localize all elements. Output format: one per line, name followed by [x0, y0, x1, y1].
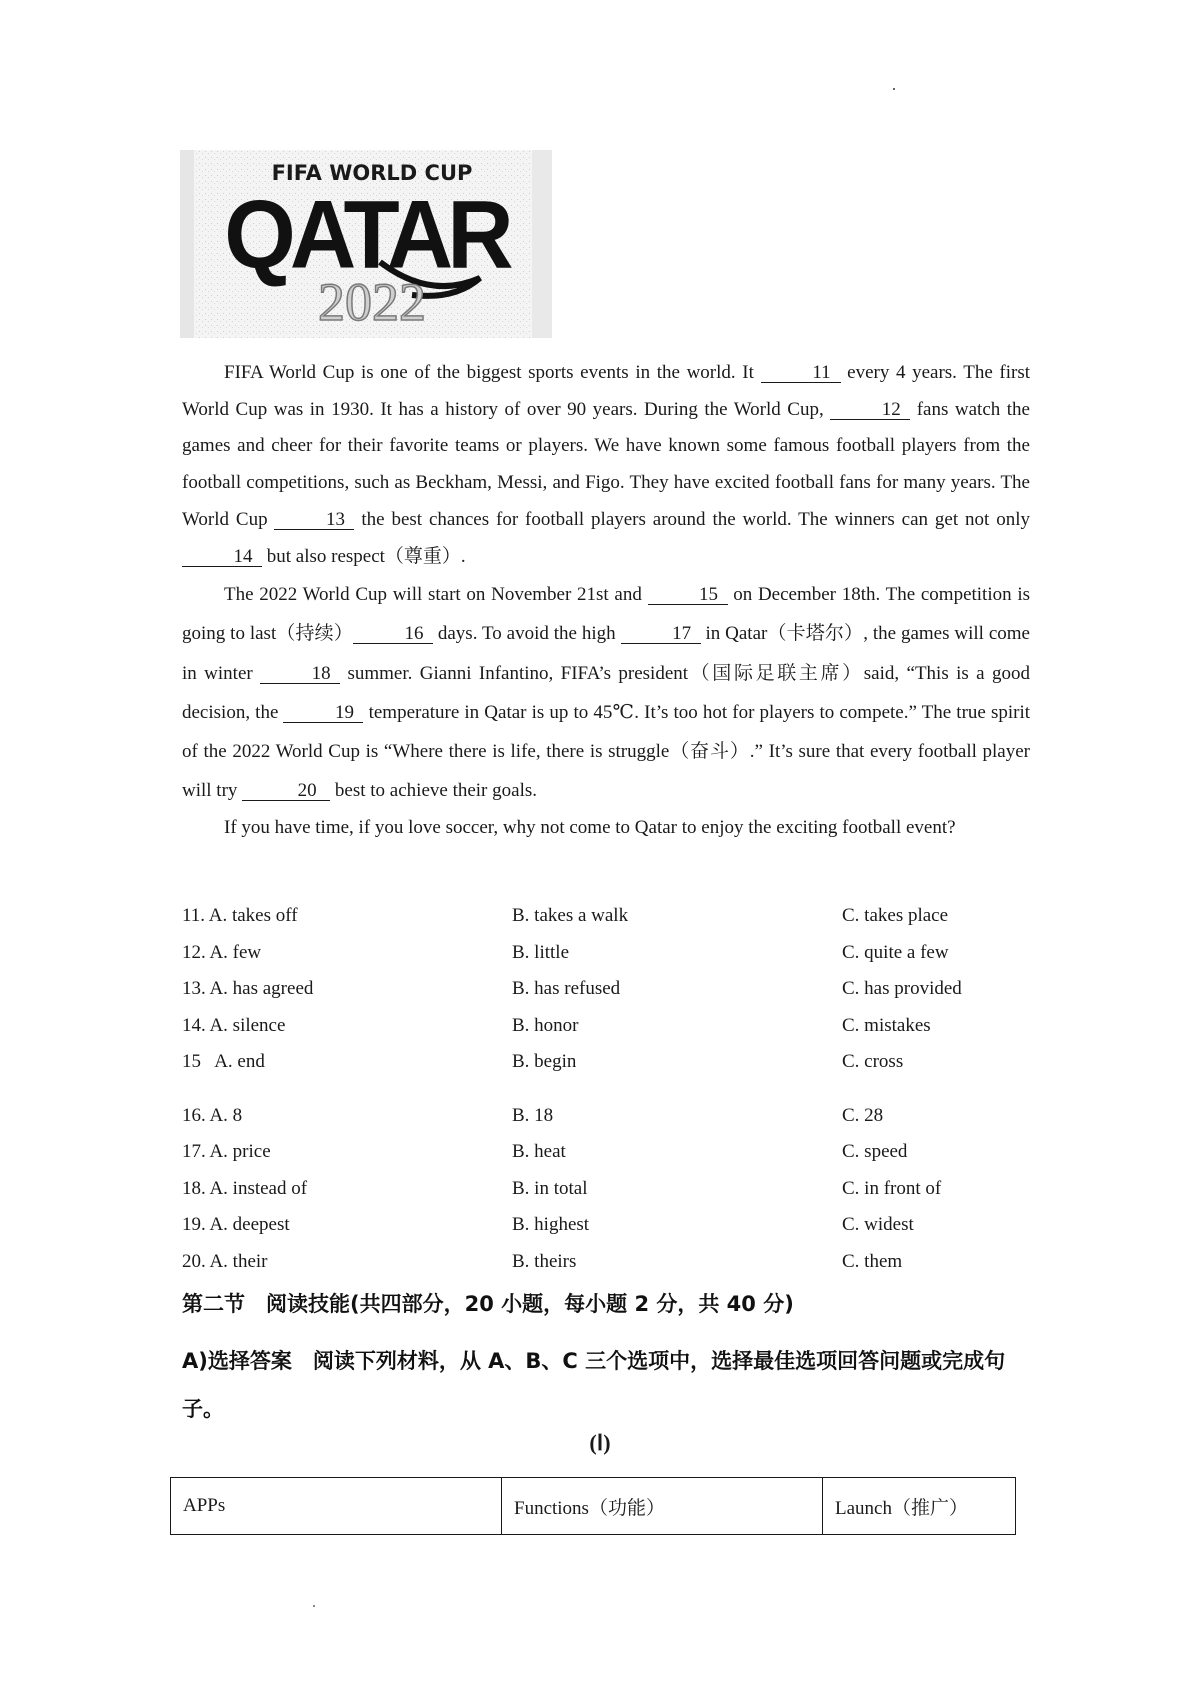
option-b: B. heat: [512, 1141, 566, 1162]
blank-15: 15: [648, 586, 728, 605]
option-a: 14. A. silence: [182, 1014, 286, 1036]
option-a: 13. A. has agreed: [182, 978, 314, 999]
blank-14: 14: [182, 548, 262, 567]
option-c: C. speed: [842, 1141, 908, 1162]
option-c: C. quite a few: [842, 941, 949, 963]
paragraph-3: If you have time, if you love soccer, why not come to Qatar to enjoy the exciting football event?: [224, 817, 956, 839]
option-a: 20. A. their: [182, 1250, 268, 1272]
passage-number: (Ⅰ): [589, 1430, 611, 1455]
option-c: C. them: [842, 1250, 903, 1272]
header-functions: Functions（功能）: [502, 1478, 823, 1535]
svg-text:QATAR: QATAR: [224, 180, 508, 289]
option-row-14: [182, 1008, 1042, 1045]
option-row-15: [182, 1044, 1042, 1081]
table-header-row: [171, 1478, 1016, 1535]
option-a: 16. A. 8: [182, 1104, 243, 1126]
option-c: C. 28: [842, 1104, 884, 1126]
scan-speck: [313, 1605, 315, 1607]
option-row-20: [182, 1244, 1042, 1281]
option-c: C. takes place: [842, 905, 949, 926]
option-row-12: [182, 935, 1042, 972]
paragraph-1: FIFA World Cup is one of the biggest sports events in the world. It 11 every 4 years. The first World Cup was in 1930. It has a history of over 90 years. During the World Cup, 12 fans watch the games and cheer for their favorite teams or players. We have known some famous football players from the football competitions, such as Beckham, Messi, and Figo. They have excited football fans for many years. The World Cup 13 the best chances for football players around the world. The winners can get not only 14 but also respect（尊重）.: [182, 362, 1030, 567]
blank-18: 18: [260, 665, 340, 684]
option-a: 15 A. end: [182, 1051, 265, 1072]
blank-13: 13: [274, 511, 354, 530]
svg-text:2022: 2022: [318, 272, 426, 332]
option-b: B. theirs: [512, 1250, 577, 1272]
option-row-13: [182, 971, 1042, 1008]
paragraph-2: The 2022 World Cup will start on November 21st and 15 on December 18th. The competition is going to last（持续） 16 days. To avoid the high 17 in Qatar（卡塔尔）, the games will come in winter 18 summer. Gianni Infantino, FIFA’s president（国际足联主席）said, “This is a good decision, the 19 temperature in Qatar is up to 45℃. It’s too hot for players to compete.” The true spirit of the 2022 World Cup is “Where there is life, there is struggle（奋斗）.” It’s sure that every football player will try 20 best to achieve their goals.: [182, 584, 1030, 802]
scan-speck: [893, 88, 895, 90]
option-b: B. begin: [512, 1051, 577, 1072]
cloze-passage: [182, 355, 1030, 846]
blank-11: 11: [761, 364, 841, 383]
option-row-17: [182, 1134, 1042, 1171]
blank-12: 12: [830, 401, 910, 420]
blank-20: 20: [242, 782, 330, 801]
apps-table: [170, 1477, 1016, 1535]
option-a: 12. A. few: [182, 941, 262, 963]
option-c: C. mistakes: [842, 1014, 931, 1036]
option-a: 18. A. instead of: [182, 1177, 308, 1199]
option-b: B. has refused: [512, 978, 621, 999]
fifa-qatar-2022-logo: [180, 150, 552, 338]
option-a: 11. A. takes off: [182, 905, 298, 926]
option-row-18: [182, 1171, 1042, 1208]
option-c: C. cross: [842, 1051, 904, 1072]
option-b: B. takes a walk: [512, 905, 629, 926]
option-a: 19. A. deepest: [182, 1214, 290, 1235]
option-b: B. in total: [512, 1177, 588, 1199]
header-apps: APPs: [171, 1478, 502, 1535]
option-b: B. 18: [512, 1104, 554, 1126]
header-launch: Launch（推广）: [823, 1478, 1016, 1535]
svg-text:FIFA WORLD CUP: FIFA WORLD CUP: [271, 161, 473, 185]
option-b: B. highest: [512, 1214, 590, 1235]
option-row-19: [182, 1207, 1042, 1244]
option-a: 17. A. price: [182, 1141, 271, 1162]
section-heading: 第二节 阅读技能(共四部分，20 小题，每小题 2 分，共 40 分): [182, 1292, 794, 1316]
option-b: B. little: [512, 941, 569, 963]
part-a-instructions: A)选择答案 阅读下列材料，从 A、B、C 三个选项中，选择最佳选项回答问题或完成句子。: [182, 1349, 1006, 1421]
option-b: B. honor: [512, 1014, 579, 1036]
answer-options: [182, 898, 1042, 1280]
option-row-16: [182, 1098, 1042, 1135]
blank-16: 16: [353, 625, 433, 644]
blank-17: 17: [621, 625, 701, 644]
option-row-11: [182, 898, 1042, 935]
option-c: C. has provided: [842, 978, 962, 999]
option-c: C. widest: [842, 1214, 914, 1235]
option-c: C. in front of: [842, 1177, 942, 1199]
blank-19: 19: [283, 704, 363, 723]
